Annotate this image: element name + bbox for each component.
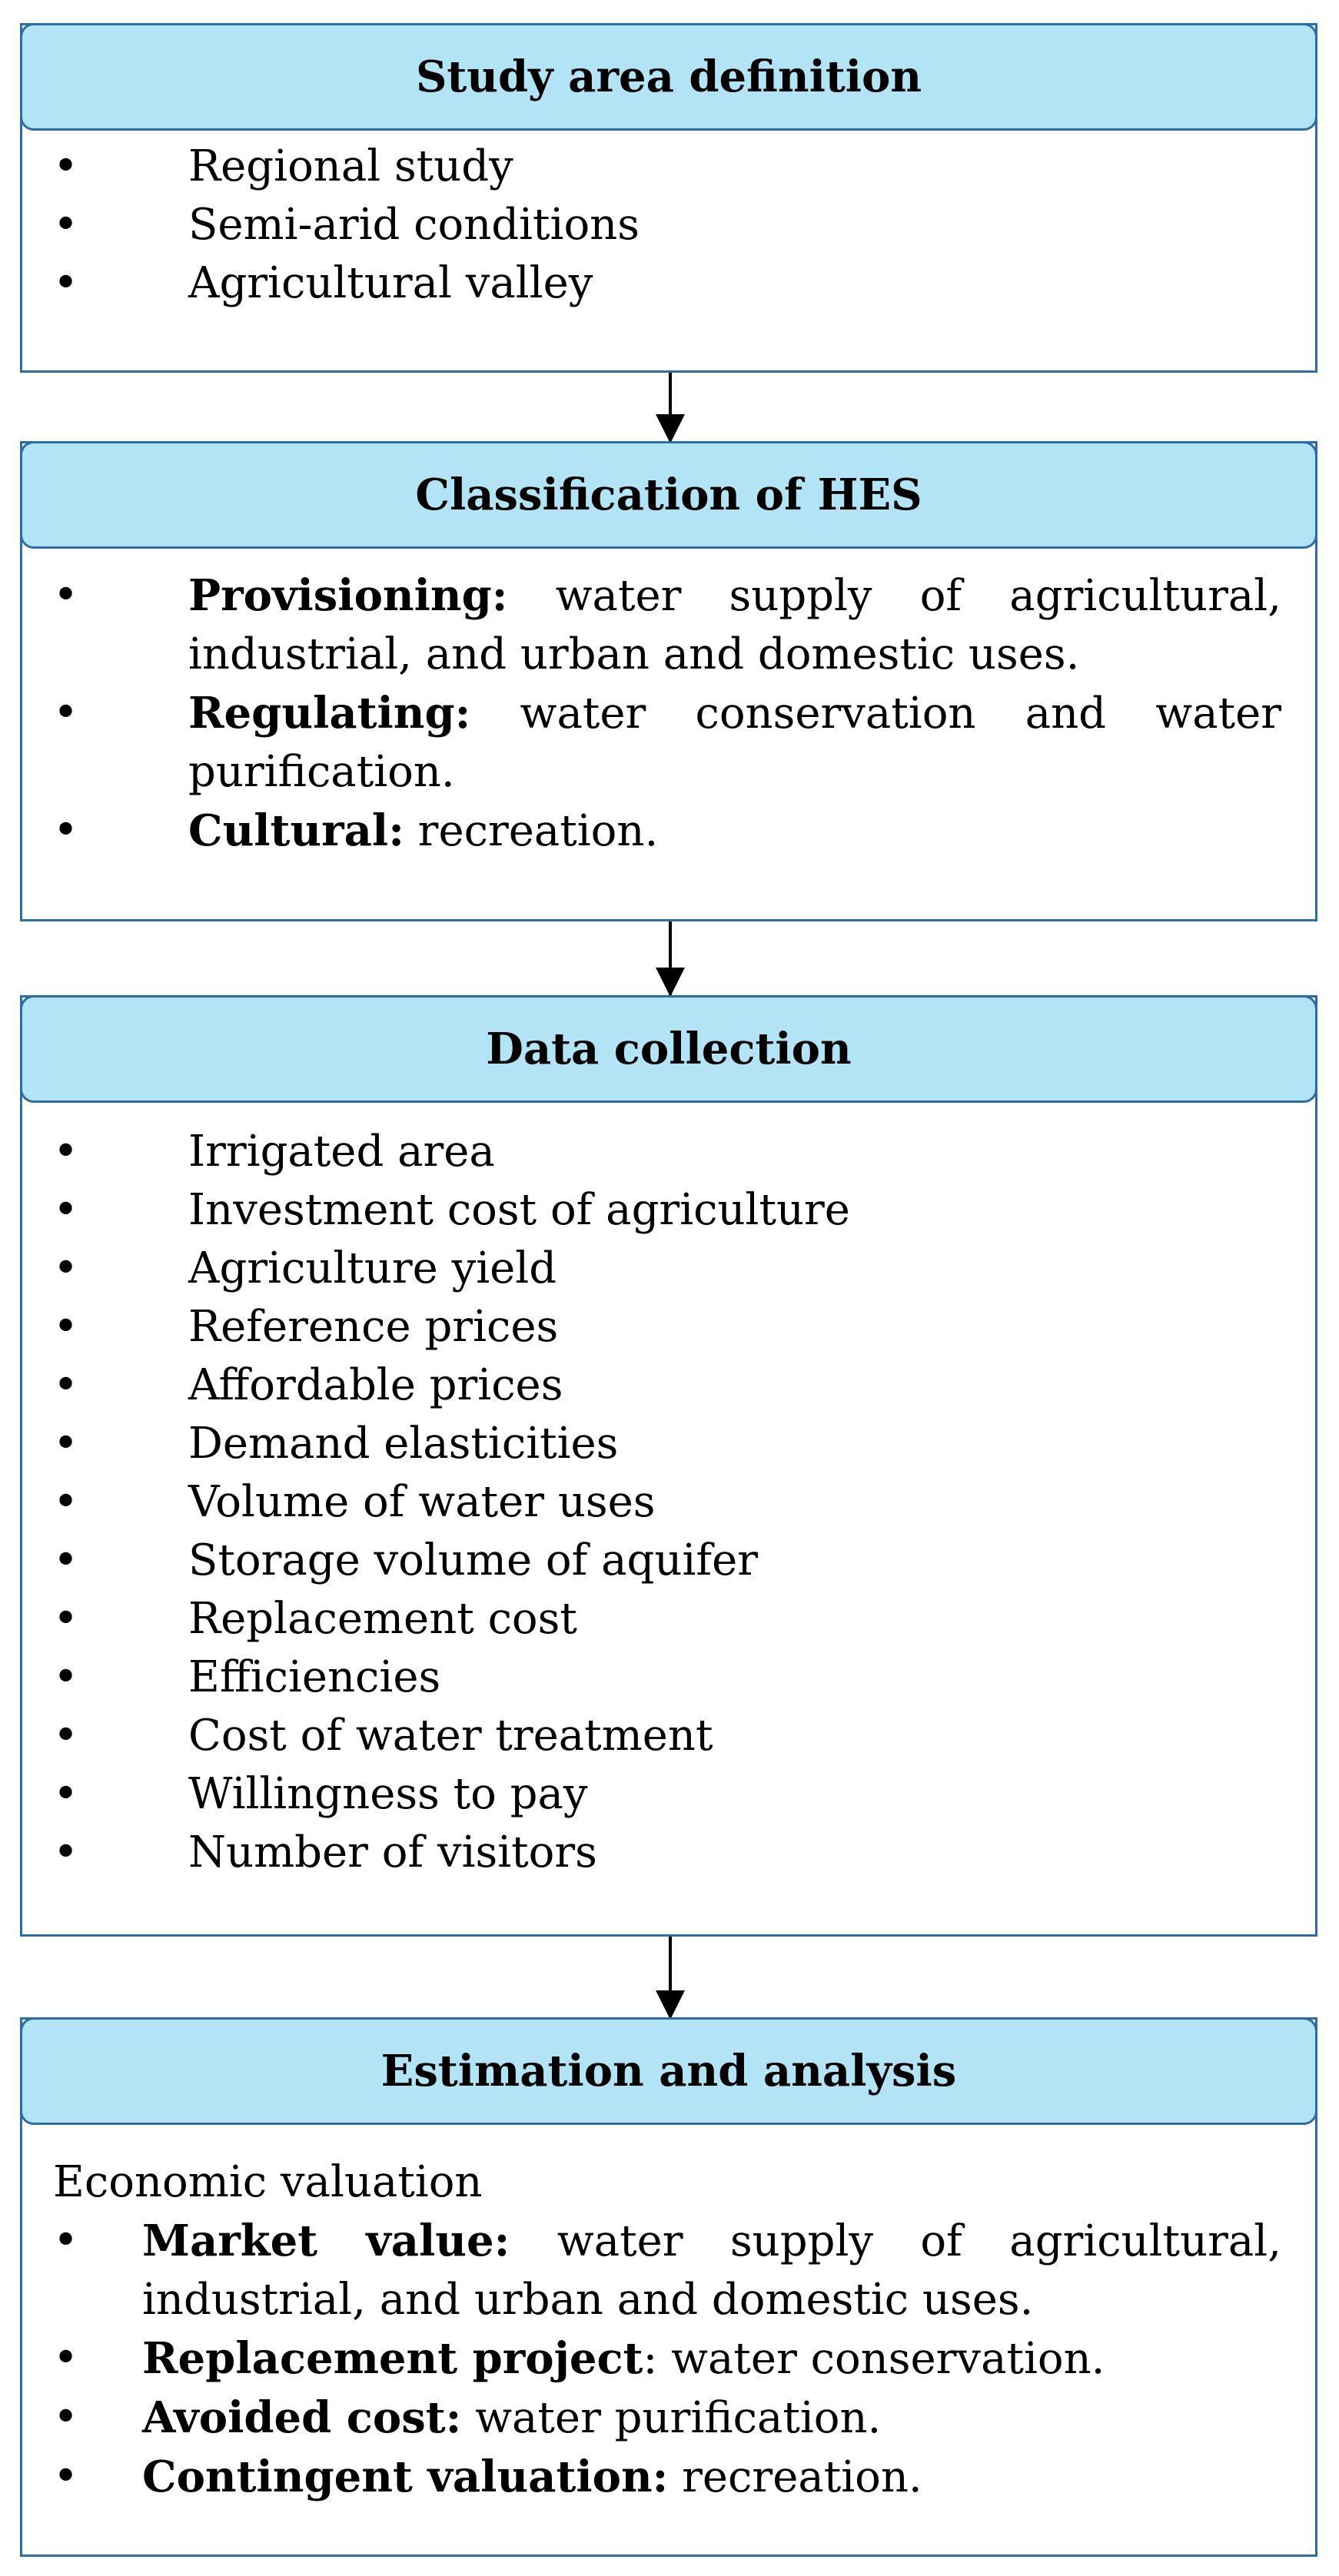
section-intro: Economic valuation <box>53 2157 483 2207</box>
arrow-head-icon <box>656 968 685 997</box>
list-item: • Number of visitors <box>53 1824 1281 1882</box>
box-title: Classification of HES <box>20 441 1317 549</box>
list-item: • Storage volume of aquifer <box>53 1532 1281 1590</box>
list-item: • Market value: water supply of agricultural, industrial, and urban and domestic uses. <box>53 2212 1281 2329</box>
list-item: • Reference prices <box>53 1298 1281 1356</box>
list-item: • Demand elasticities <box>53 1415 1281 1473</box>
arrow-head-icon <box>656 414 685 443</box>
bullet-icon: • <box>53 1535 79 1585</box>
bullet-icon: • <box>53 1302 79 1352</box>
bullet-icon: • <box>53 1243 79 1293</box>
bullet-icon: • <box>53 1477 79 1527</box>
bullet-icon: • <box>53 1127 79 1177</box>
list-item: • Efficiencies <box>53 1648 1281 1707</box>
bullet-icon: • <box>53 200 79 250</box>
box-estimation-and-analysis <box>20 2017 1317 2557</box>
bullet-icon: • <box>53 1827 79 1877</box>
list-item: • Willingness to pay <box>53 1765 1281 1824</box>
flow-arrow <box>669 1937 672 2018</box>
box-title: Estimation and analysis <box>20 2017 1317 2125</box>
bullet-icon: • <box>53 1185 79 1235</box>
bullet-icon: • <box>53 1769 79 1819</box>
bullet-icon: • <box>53 688 79 738</box>
bullet-icon: • <box>53 1711 79 1761</box>
bullet-icon: • <box>53 1652 79 1702</box>
list-item: • Cultural: recreation. <box>53 802 1281 861</box>
list-item: • Regional study <box>53 138 1281 196</box>
bullet-icon: • <box>53 570 79 620</box>
flow-arrow <box>669 921 672 995</box>
list-item: • Avoided cost: water purification. <box>53 2388 1281 2448</box>
box-classification-of-hes <box>20 441 1317 921</box>
list-item: • Agricultural valley <box>53 254 1281 313</box>
bullet-icon: • <box>53 2452 79 2501</box>
box-body <box>22 566 1315 861</box>
list-item: • Replacement cost <box>53 1590 1281 1648</box>
list-item: • Semi-arid conditions <box>53 196 1281 254</box>
list-item: • Affordable prices <box>53 1356 1281 1415</box>
list-item: • Provisioning: water supply of agricultural, industrial, and urban and domestic uses. <box>53 566 1281 684</box>
list-item: • Contingent valuation: recreation. <box>53 2448 1281 2507</box>
bullet-icon: • <box>53 1594 79 1644</box>
list-item: • Investment cost of agriculture <box>53 1181 1281 1240</box>
list-item: • Regulating: water conservation and water purification. <box>53 684 1281 802</box>
bullet-icon: • <box>53 805 79 855</box>
bullet-icon: • <box>53 1360 79 1410</box>
box-body <box>22 2153 1315 2507</box>
flow-arrow <box>669 373 672 442</box>
box-title: Data collection <box>20 995 1317 1103</box>
bullet-icon: • <box>53 2392 79 2442</box>
box-body <box>22 138 1315 313</box>
bullet-icon: • <box>53 2216 79 2266</box>
box-data-collection <box>20 995 1317 1937</box>
bullet-icon: • <box>53 258 79 308</box>
list-item: • Cost of water treatment <box>53 1707 1281 1765</box>
arrow-head-icon <box>656 1990 685 2020</box>
box-study-area-definition <box>20 23 1317 373</box>
bullet-icon: • <box>53 2333 79 2383</box>
box-title: Study area definition <box>20 23 1317 131</box>
list-item: • Irrigated area <box>53 1123 1281 1181</box>
list-item: • Volume of water uses <box>53 1473 1281 1532</box>
list-item: • Replacement project: water conservation. <box>53 2329 1281 2388</box>
bullet-icon: • <box>53 1419 79 1469</box>
bullet-icon: • <box>53 141 79 191</box>
box-body <box>22 1123 1315 1882</box>
list-item: • Agriculture yield <box>53 1240 1281 1298</box>
